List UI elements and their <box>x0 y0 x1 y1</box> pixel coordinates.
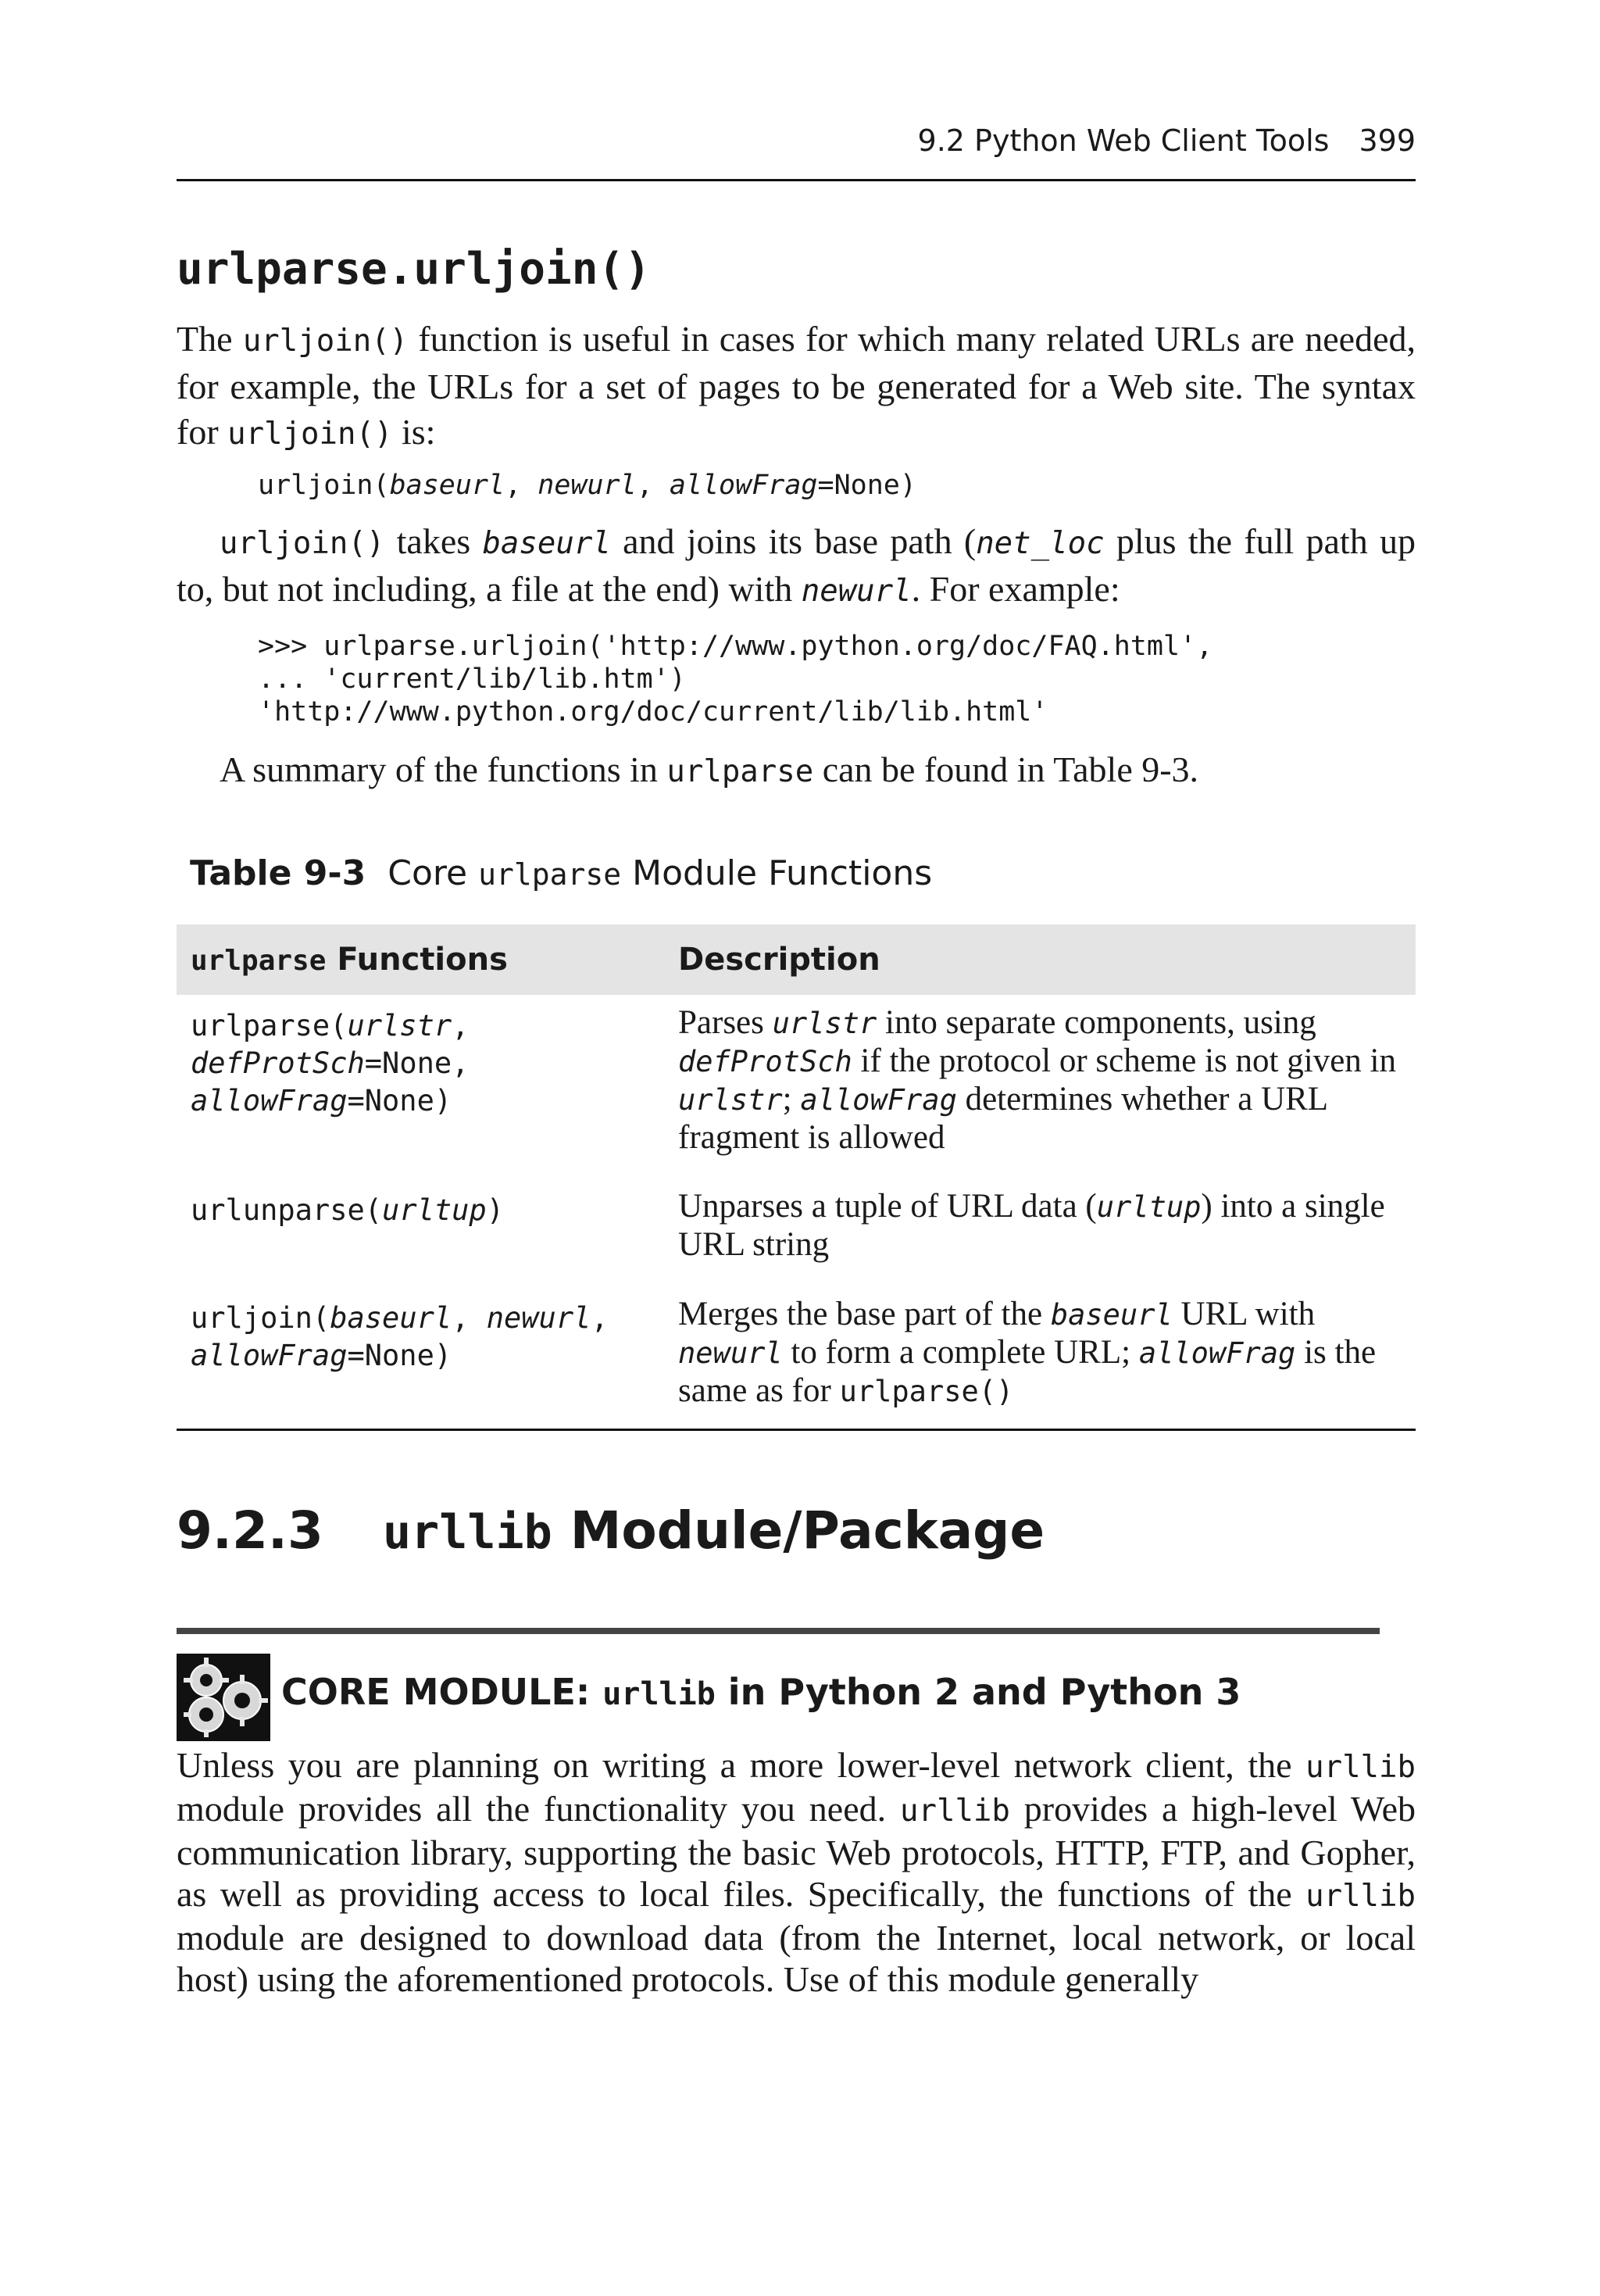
table-header <box>177 924 1416 995</box>
body-code-2: urllib <box>900 1794 1010 1829</box>
table-caption-label: Table 9-3 <box>190 853 366 893</box>
subsection-heading <box>177 1500 1045 1561</box>
explain-text-4: . For example: <box>911 569 1120 609</box>
desc-text: URL with <box>1172 1296 1316 1332</box>
summary-paragraph <box>177 747 1416 795</box>
table-row-1-description <box>678 1004 1405 1157</box>
table-header-functions <box>191 942 508 978</box>
table-row-3-description <box>678 1296 1405 1411</box>
table-row-2-function <box>191 1192 628 1229</box>
intro-code-2: urljoin() <box>227 417 393 452</box>
fn-text: urlparse( <box>191 1009 348 1042</box>
fn-arg: newurl <box>486 1301 591 1335</box>
syntax-arg-newurl: newurl <box>538 470 637 501</box>
gears-icon <box>177 1654 270 1741</box>
example-line-1: >>> urlparse.urljoin('http://www.python.org/doc/FAQ.html', <box>258 631 1213 662</box>
fn-text: , <box>452 1301 487 1335</box>
fn-text: , <box>591 1301 609 1335</box>
desc-text: into separate components, using <box>877 1004 1316 1041</box>
summary-code: urlparse <box>666 754 814 789</box>
table-caption-pre: Core <box>388 853 479 893</box>
body-text-3: provides a high-level Web communication library, supporting the basic Web protocols, HTTP, FTP, and Gopher, as well as providing access to local files. Specifically, the functions of the <box>177 1789 1416 1914</box>
fn-arg: baseurl <box>330 1301 452 1335</box>
core-module-label: CORE MODULE: <box>281 1671 603 1713</box>
desc-code: baseurl <box>1050 1298 1173 1332</box>
desc-code: urlstr <box>678 1083 783 1117</box>
table-bottom-rule <box>177 1429 1416 1431</box>
fn-arg: urlstr <box>347 1009 452 1042</box>
body-text-1: Unless you are planning on writing a more lower-level network client, the <box>177 1745 1306 1785</box>
desc-text: Merges the base part of the <box>678 1296 1051 1332</box>
syntax-fn: urljoin( <box>258 470 390 501</box>
desc-text: ) into a single URL string <box>678 1188 1385 1263</box>
fn-text: urljoin( <box>191 1301 330 1335</box>
page-number: 399 <box>1359 123 1416 158</box>
example-line-3: 'http://www.python.org/doc/current/lib/lib.html' <box>258 696 1048 728</box>
header-rule <box>177 179 1416 181</box>
body-code-3: urllib <box>1305 1879 1416 1914</box>
example-line-2: ... 'current/lib/lib.htm') <box>258 663 686 695</box>
table-row-1-function <box>191 1007 628 1120</box>
desc-text: Unparses a tuple of URL data ( <box>678 1188 1097 1225</box>
desc-code: urlparse() <box>839 1375 1014 1408</box>
body-text-2: module provides all the functionality you need. <box>177 1789 900 1829</box>
desc-code: allowFrag <box>800 1083 957 1117</box>
table-header-description: Description <box>678 942 880 978</box>
explain-text-1: takes <box>384 521 483 561</box>
running-head-section: 9.2 Python Web Client Tools <box>917 123 1330 158</box>
desc-text: if the protocol or scheme is not given in <box>852 1042 1396 1079</box>
syntax-arg-baseurl: baseurl <box>389 470 505 501</box>
fn-text: , <box>452 1009 470 1042</box>
syntax-sep-2: , <box>636 470 670 501</box>
desc-code: defProtSch <box>678 1045 852 1078</box>
subsection-title: Module/Package <box>552 1500 1045 1561</box>
core-module-rest: in Python 2 and Python 3 <box>715 1671 1241 1713</box>
intro-paragraph <box>177 317 1416 457</box>
syntax-sep-1: , <box>505 470 538 501</box>
syntax-tail: =None) <box>817 470 916 501</box>
fn-arg: allowFrag <box>191 1084 348 1118</box>
explain-text-3: plus the full path up to, but not including, a file at the end) with <box>177 521 1416 609</box>
explain-text-2: and joins its base path ( <box>610 521 977 561</box>
table-header-text: Functions <box>326 942 508 978</box>
desc-text: to form a complete URL; <box>782 1334 1139 1371</box>
core-module-code: urllib <box>602 1676 716 1712</box>
desc-text: is the same as for <box>678 1334 1377 1409</box>
table-caption-post: Module Functions <box>621 853 933 893</box>
desc-code: newurl <box>678 1336 783 1370</box>
fn-text: =None, <box>364 1046 470 1080</box>
example-code <box>258 630 1212 728</box>
intro-text-2: function is useful in cases for which many related URLs are needed, for example, the URLs for a set of pages to be generated for a Web site. The syntax for <box>177 319 1416 452</box>
core-module-title <box>281 1671 1241 1713</box>
body-paragraph <box>177 1744 1416 2000</box>
explain-code-4: newurl <box>801 574 912 609</box>
desc-text: ; <box>782 1081 801 1118</box>
syntax-code <box>258 469 916 502</box>
body-code-1: urllib <box>1305 1750 1416 1785</box>
desc-text: determines whether a URL fragment is allowed <box>678 1081 1327 1156</box>
intro-code-1: urljoin() <box>242 324 409 359</box>
explain-code-2: baseurl <box>482 526 611 561</box>
desc-code: urlstr <box>772 1007 877 1040</box>
syntax-arg-allowfrag: allowFrag <box>669 470 818 501</box>
table-caption-code: urlparse <box>478 857 622 892</box>
desc-code: allowFrag <box>1138 1336 1296 1370</box>
explain-paragraph <box>177 519 1416 614</box>
explain-code-3: net_loc <box>976 526 1105 561</box>
table-header-code: urlparse <box>191 945 327 977</box>
body-text-4: module are designed to download data (from the Internet, local network, or local host) using the aforementioned protocols. Use of this module generally <box>177 1918 1416 1999</box>
core-module-rule <box>177 1628 1380 1634</box>
fn-text: =None) <box>347 1084 452 1118</box>
intro-text-3: is: <box>392 412 436 452</box>
summary-text-1: A summary of the functions in <box>220 749 667 789</box>
summary-text-2: can be found in Table 9-3. <box>813 749 1199 789</box>
subsection-code: urllib <box>383 1505 552 1560</box>
table-row-3-function <box>191 1300 628 1375</box>
fn-text: urlunparse( <box>191 1193 383 1227</box>
fn-arg: urltup <box>382 1193 487 1227</box>
fn-arg: defProtSch <box>191 1046 365 1080</box>
section-title: urlparse.urljoin() <box>177 244 651 295</box>
fn-arg: allowFrag <box>191 1339 348 1372</box>
fn-text: =None) <box>347 1339 452 1372</box>
explain-code-1: urljoin() <box>220 526 385 561</box>
running-head <box>177 123 1416 164</box>
intro-text-1: The <box>177 319 243 359</box>
desc-code: urltup <box>1096 1190 1202 1224</box>
fn-text: ) <box>486 1193 504 1227</box>
table-row-2-description <box>678 1188 1405 1264</box>
table-caption <box>190 853 932 893</box>
subsection-number: 9.2.3 <box>177 1500 323 1561</box>
desc-text: Parses <box>678 1004 773 1041</box>
